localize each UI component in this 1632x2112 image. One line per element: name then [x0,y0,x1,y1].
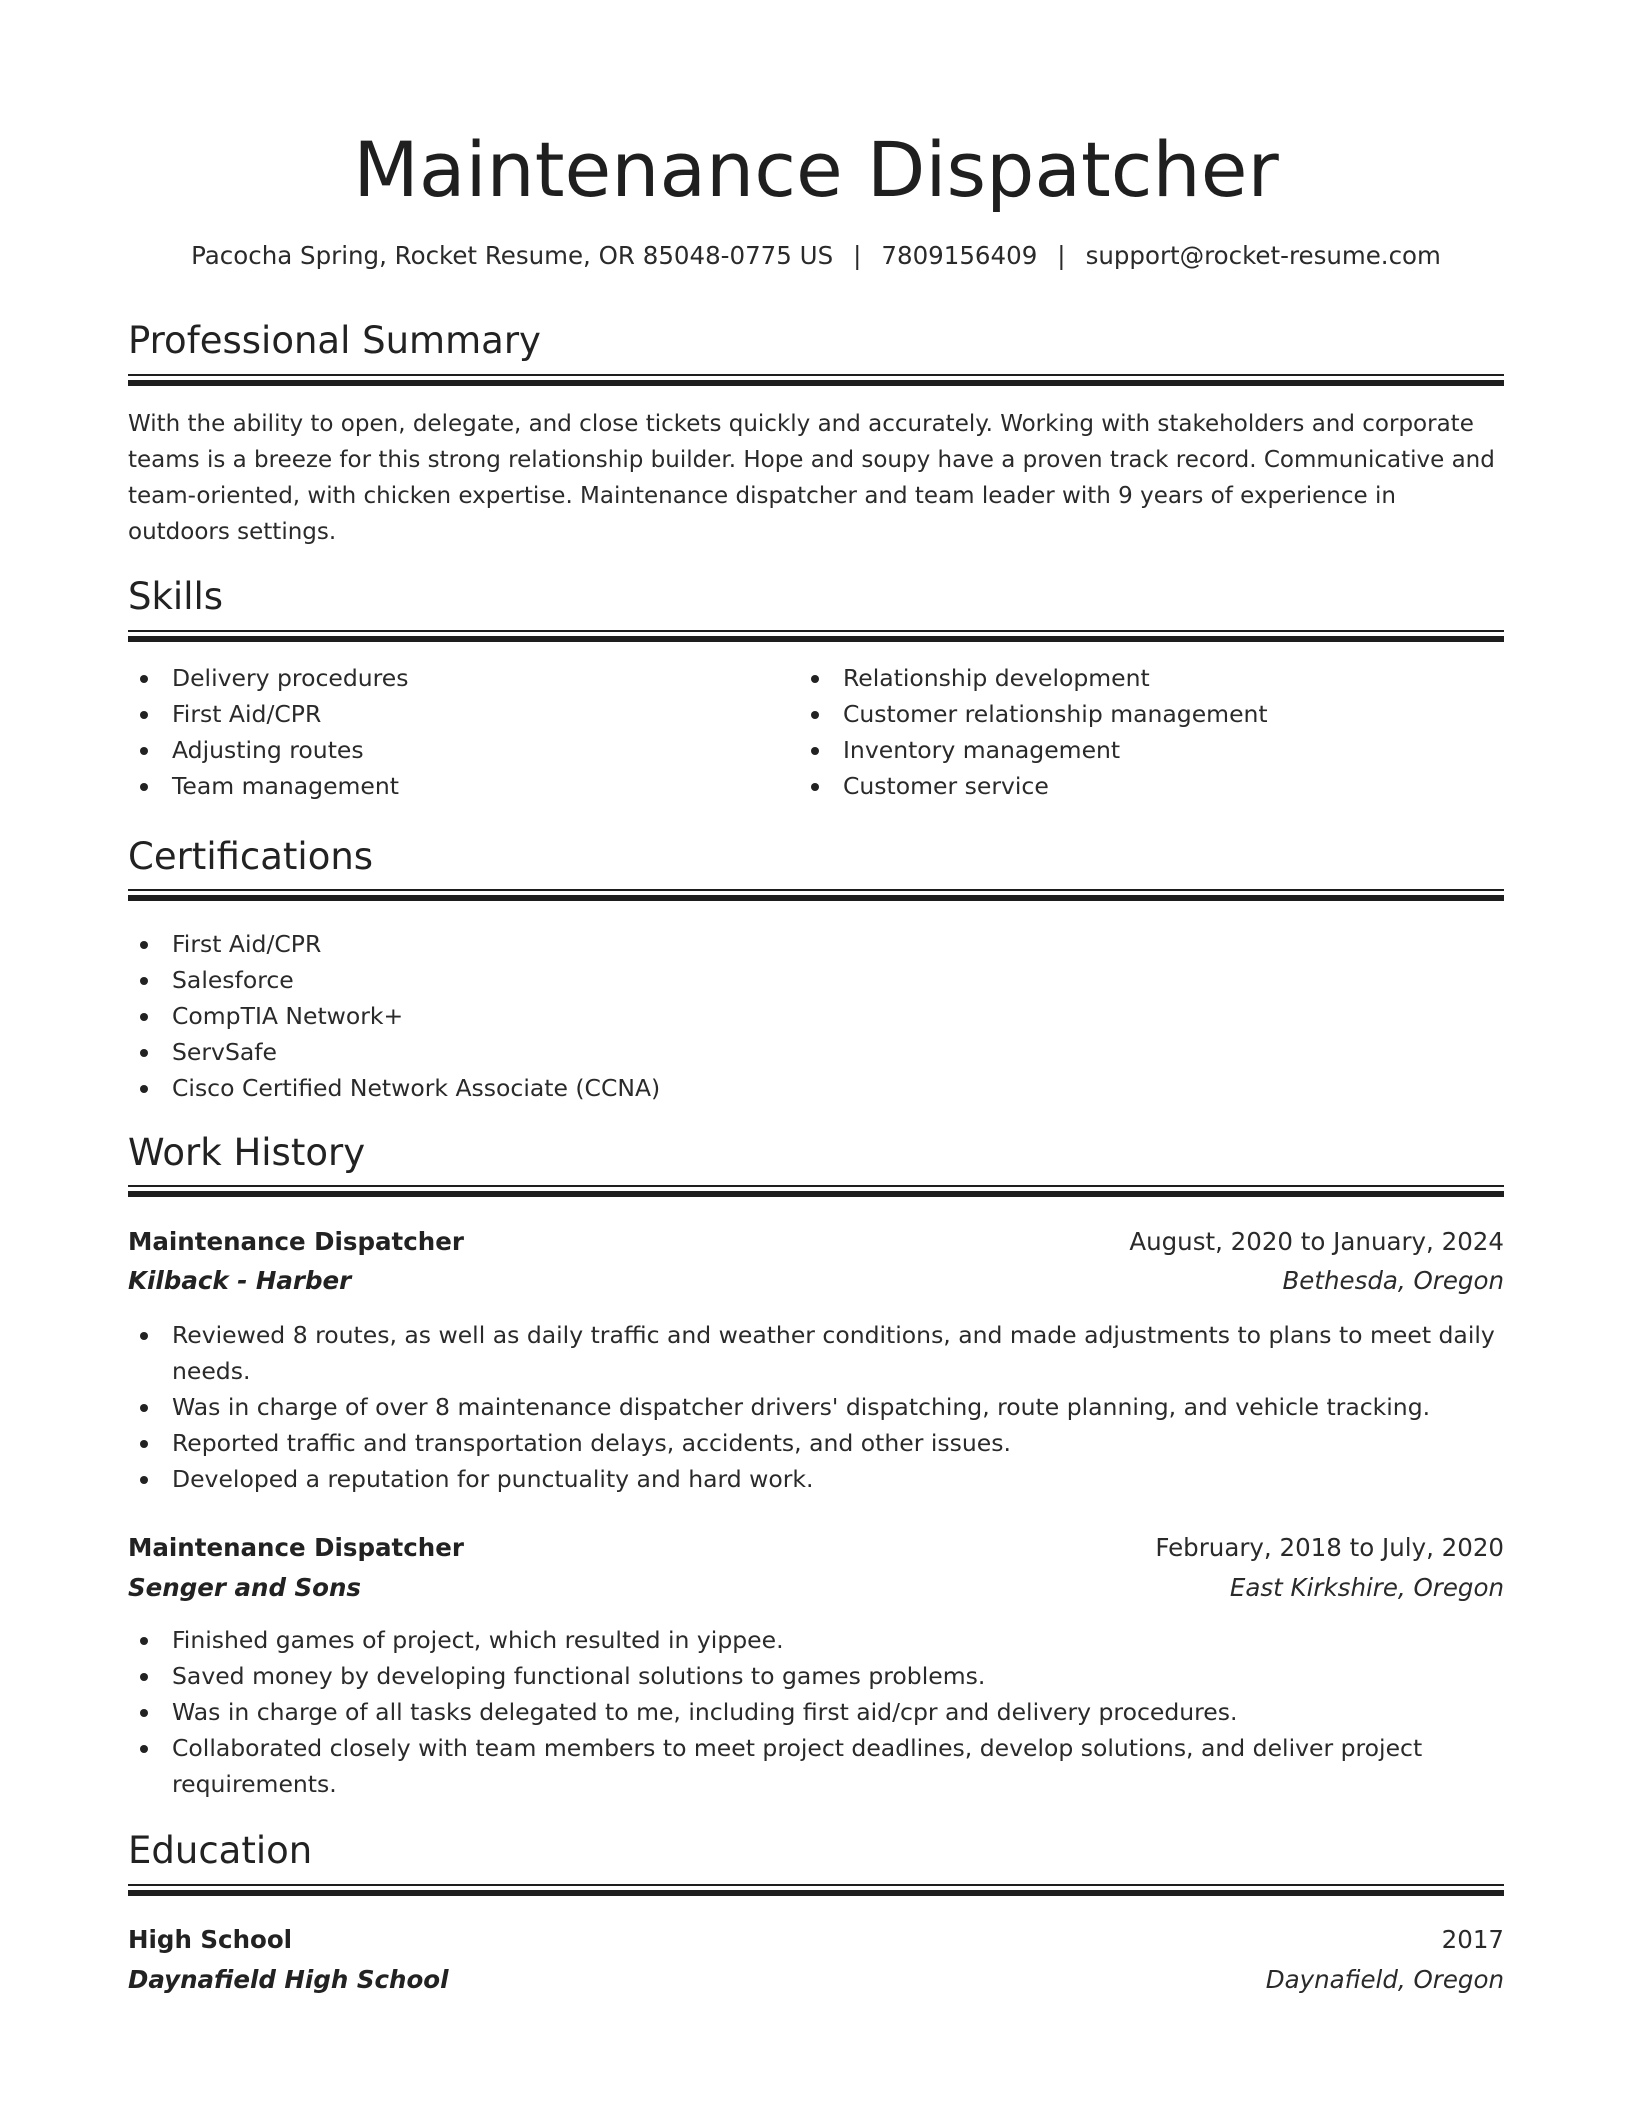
section-divider [128,889,1504,899]
section-title-skills: Skills [128,575,224,618]
job-dates: August, 2020 to January, 2024 [1129,1227,1504,1256]
education-school: Daynafield High School [128,1965,449,1994]
list-item: Customer relationship management [799,696,1504,732]
list-item: Customer service [799,768,1504,804]
bullet-icon [140,1332,148,1340]
job-dates: February, 2018 to July, 2020 [1155,1533,1504,1562]
education-degree: High School [128,1925,293,1954]
certifications-list [128,926,1504,1106]
list-item: Collaborated closely with team members to meet project deadlines, develop solutions, and deliver project requirements. [128,1730,1504,1802]
bullet-icon [140,1476,148,1484]
job-title: Maintenance Dispatcher [128,1227,464,1256]
section-title-work-history: Work History [128,1131,366,1174]
bullet-icon [140,1404,148,1412]
section-title-summary: Professional Summary [128,319,541,362]
contact-line [128,238,1504,274]
list-item: Delivery procedures [128,660,800,696]
bullet-icon [140,977,148,985]
list-item: First Aid/CPR [128,926,1504,962]
list-item: Relationship development [799,660,1504,696]
list-item: Developed a reputation for punctuality and hard work. [128,1461,1504,1497]
list-item: Inventory management [799,732,1504,768]
bullet-icon [140,1049,148,1057]
bullet-icon [811,783,819,791]
summary-text: With the ability to open, delegate, and close tickets quickly and accurately. Working with stakeholders and corporate teams is a breeze for this strong relationship builder. Hope and soupy have a proven track record. Communicative and team-oriented, with chicken expertise. Maintenance dispatcher and team leader with 9 years of experience in outdoors settings. [128,411,1495,545]
job-location: East Kirkshire, Oregon [1229,1573,1504,1602]
section-divider [128,1185,1504,1195]
contact-separator: | [853,241,862,270]
list-item: Salesforce [128,962,1504,998]
list-item: CompTIA Network+ [128,998,1504,1034]
list-item: Reviewed 8 routes, as well as daily traffic and weather conditions, and made adjustments to plans to meet daily needs. [128,1317,1504,1389]
job-bullets [128,1622,1504,1802]
section-title-certifications: Certifications [128,835,374,878]
list-item: Saved money by developing functional solutions to games problems. [128,1658,1504,1694]
section-divider [128,374,1504,384]
bullet-icon [140,1013,148,1021]
list-item: Reported traffic and transportation delays, accidents, and other issues. [128,1425,1504,1461]
bullet-icon [140,747,148,755]
contact-separator: | [1057,241,1066,270]
bullet-icon [140,1709,148,1717]
bullet-icon [811,675,819,683]
contact-email: support@rocket-resume.com [1085,241,1441,270]
bullet-icon [140,1745,148,1753]
candidate-name: Maintenance Dispatcher [353,125,1279,214]
bullet-icon [140,1673,148,1681]
list-item: Was in charge of over 8 maintenance dispatcher drivers' dispatching, route planning, and vehicle tracking. [128,1389,1504,1425]
section-divider [128,630,1504,640]
education-location: Daynafield, Oregon [1265,1965,1504,1994]
list-item: ServSafe [128,1034,1504,1070]
bullet-icon [140,711,148,719]
contact-address: Pacocha Spring, Rocket Resume, OR 85048-0775 US [191,241,834,270]
job-location: Bethesda, Oregon [1282,1266,1504,1295]
bullet-icon [140,675,148,683]
bullet-icon [140,941,148,949]
section-title-education: Education [128,1829,313,1872]
bullet-icon [140,1637,148,1645]
list-item: Adjusting routes [128,732,800,768]
job-title: Maintenance Dispatcher [128,1533,464,1562]
list-item: Cisco Certified Network Associate (CCNA) [128,1070,1504,1106]
skills-list-right [799,660,1504,804]
bullet-icon [140,1440,148,1448]
job-company: Senger and Sons [128,1573,362,1602]
skills-list-left [128,660,800,804]
bullet-icon [140,1085,148,1093]
bullet-icon [811,747,819,755]
job-company: Kilback - Harber [128,1266,352,1295]
bullet-icon [140,783,148,791]
bullet-icon [811,711,819,719]
list-item: Finished games of project, which resulted in yippee. [128,1622,1504,1658]
job-bullets [128,1317,1504,1497]
education-year: 2017 [1441,1925,1504,1954]
list-item: Was in charge of all tasks delegated to me, including first aid/cpr and delivery procedures. [128,1694,1504,1730]
list-item: Team management [128,768,800,804]
section-divider [128,1884,1504,1894]
contact-phone: 7809156409 [881,241,1038,270]
list-item: First Aid/CPR [128,696,800,732]
